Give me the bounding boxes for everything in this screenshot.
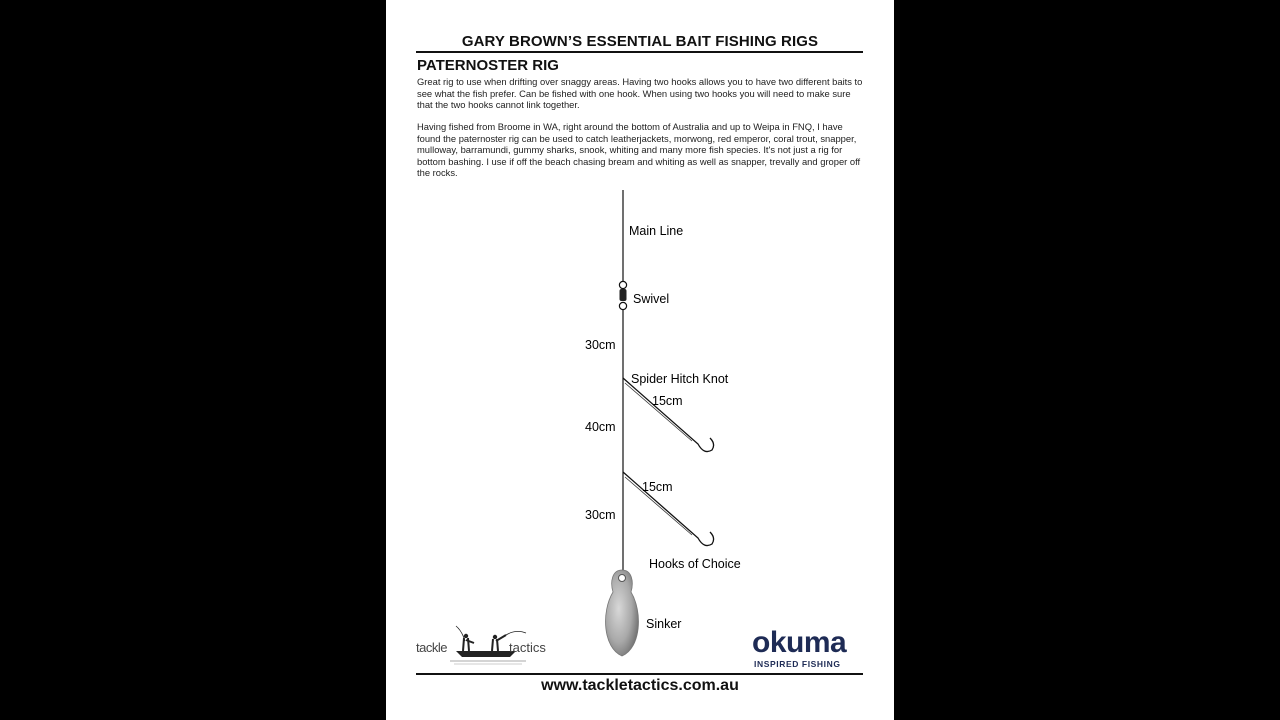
paternoster-rig-diagram bbox=[386, 0, 894, 720]
okuma-logo bbox=[752, 628, 862, 669]
sinker-icon bbox=[606, 570, 639, 656]
document-page bbox=[386, 0, 894, 720]
boat-anglers-icon bbox=[416, 625, 551, 667]
tactics-text: tactics bbox=[509, 640, 546, 655]
dropper-hook-1 bbox=[623, 378, 714, 452]
tackle-text: tackle bbox=[416, 640, 447, 655]
experience-paragraph: Having fished from Broome in WA, right around the bottom of Australia and up to Weipa in FNQ, I have found the paternoster rig can be used to catch leatherjackets, morwong, red emperor, coral trout, snapper, mulloway, barramundi, gummy sharks, snook, whiting and many more fish species. It's not just a rig for bottom bashing. I use if off the beach chasing bream and whiting as well as snapper, trevally and groper off the rocks. bbox=[417, 121, 861, 179]
spider-hitch-knot-label: Spider Hitch Knot bbox=[631, 372, 729, 386]
okuma-wordmark: okuma bbox=[752, 626, 847, 659]
hooks-of-choice-label: Hooks of Choice bbox=[649, 557, 741, 571]
measure-between-droppers: 40cm bbox=[585, 420, 616, 434]
swivel-icon bbox=[619, 281, 626, 309]
measure-dropper-to-sinker: 30cm bbox=[585, 508, 616, 522]
measure-swivel-to-knot: 30cm bbox=[585, 338, 616, 352]
sinker-label: Sinker bbox=[646, 617, 682, 631]
footer-divider bbox=[416, 673, 863, 675]
swivel-label: Swivel bbox=[633, 292, 670, 306]
section-title: PATERNOSTER RIG bbox=[417, 57, 559, 74]
tackle-tactics-logo bbox=[416, 625, 551, 667]
measure-dropper-2: 15cm bbox=[642, 480, 673, 494]
okuma-tagline: INSPIRED FISHING bbox=[754, 659, 841, 669]
document-header-title: GARY BROWN’S ESSENTIAL BAIT FISHING RIGS bbox=[461, 33, 819, 50]
measure-dropper-1: 15cm bbox=[652, 394, 683, 408]
main-line-label: Main Line bbox=[629, 224, 684, 238]
website-url: www.tackletactics.com.au bbox=[541, 677, 739, 694]
intro-paragraph: Great rig to use when drifting over snaggy areas. Having two hooks allows you to have two different baits to see what the fish prefer. Can be fished with one hook. When using two hooks you will need to make sure that the two hooks cannot link together. bbox=[417, 76, 863, 111]
